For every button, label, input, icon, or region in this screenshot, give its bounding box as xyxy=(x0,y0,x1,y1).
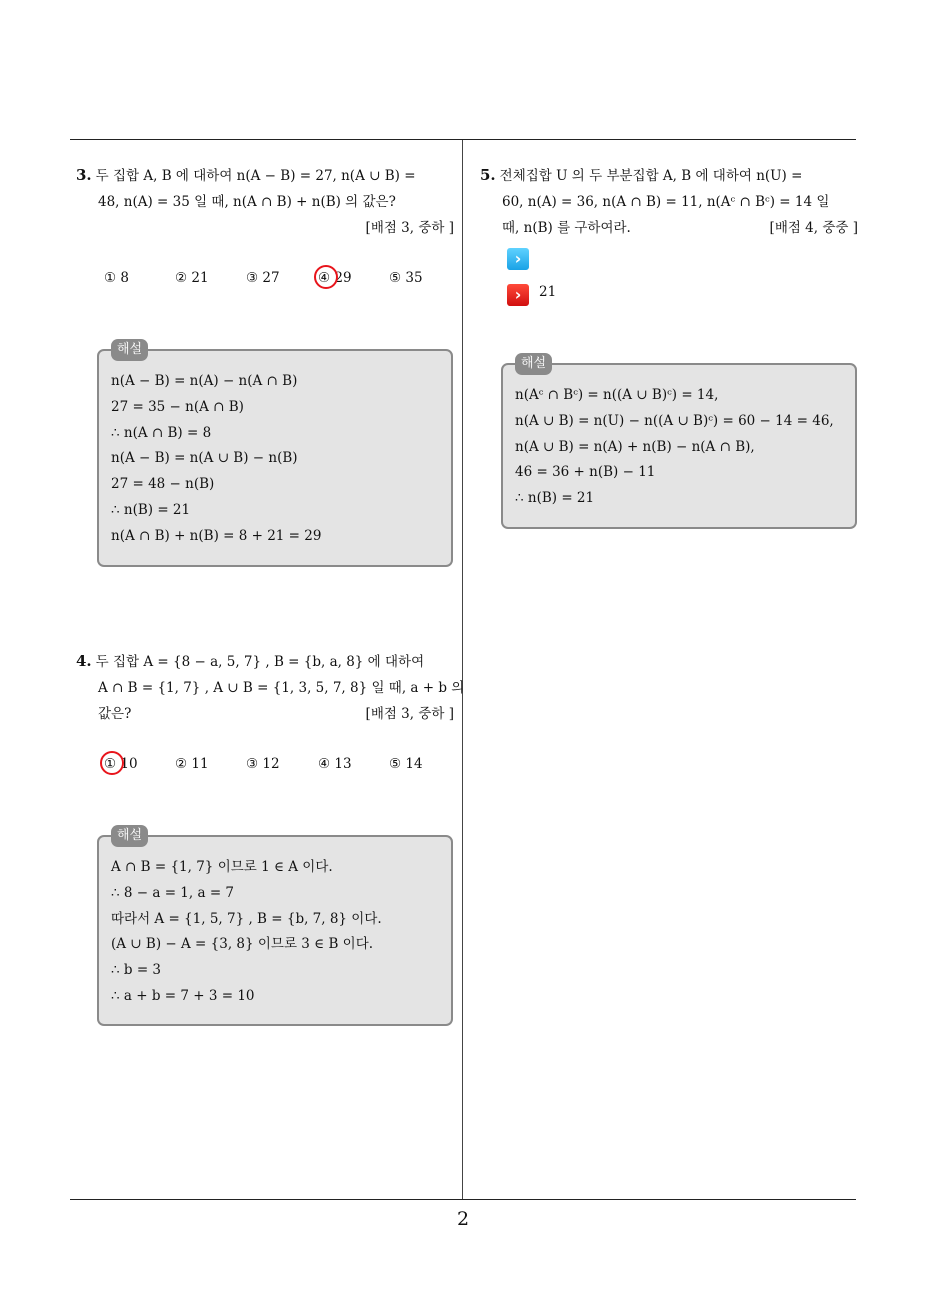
problem-3-question xyxy=(76,162,454,241)
solution-line: A ∩ B = {1, 7} 이므로 1 ∈ A 이다. xyxy=(111,859,333,875)
solution-line: 46 = 36 + n(B) − 11 xyxy=(515,464,656,481)
problem-5-solution-box xyxy=(501,356,857,529)
solution-line: ∴ n(B) = 21 xyxy=(111,501,191,518)
chevron-right-icon: › xyxy=(514,285,522,304)
page-number: 2 xyxy=(456,1208,470,1230)
solution-line: n(A ∪ B) = n(A) + n(B) − n(A ∩ B), xyxy=(515,438,755,455)
solution-line: ∴ n(B) = 21 xyxy=(515,490,595,507)
choice-5[interactable]: ⑤ 14 xyxy=(389,756,423,772)
solution-lines xyxy=(111,369,321,550)
problem-4-line2: A ∩ B = {1, 7} , A ∪ B = {1, 3, 5, 7, 8} 일 때, a + b 의 xyxy=(98,680,465,696)
solution-line: 27 = 35 − n(A ∩ B) xyxy=(111,398,244,415)
problem-3-line2: 48, n(A) = 35 일 때, n(A ∩ B) + n(B) 의 값은? xyxy=(98,194,396,210)
problem-4-solution-box xyxy=(97,828,453,1026)
show-answer-button[interactable] xyxy=(507,248,529,270)
problem-4-question xyxy=(76,648,465,727)
problem-5-grade: [배점 4, 중중 ] xyxy=(769,220,858,236)
problem-3-line1: 두 집합 A, B 에 대하여 n(A − B) = 27, n(A ∪ B) = xyxy=(95,168,416,184)
selected-answer-circle xyxy=(100,751,124,775)
choice-2[interactable]: ② 21 xyxy=(175,270,209,286)
answer-value: 21 xyxy=(539,284,557,300)
top-rule xyxy=(70,139,856,140)
column-divider xyxy=(462,140,463,1200)
problem-4-grade: [배점 3, 중하 ] xyxy=(365,706,454,722)
problem-3-grade: [배점 3, 중하 ] xyxy=(365,220,454,236)
problem-3-number: 3. xyxy=(76,166,92,184)
solution-line: n(A ∩ B) + n(B) = 8 + 21 = 29 xyxy=(111,527,322,544)
solution-lines xyxy=(111,855,382,1010)
problem-5-line2: 60, n(A) = 36, n(A ∩ B) = 11, n(Aᶜ ∩ Bᶜ) = 14 일 xyxy=(502,194,830,210)
problem-4-number: 4. xyxy=(76,652,92,670)
choice-4-selected[interactable]: ④ 29 xyxy=(318,270,352,286)
problem-5-number: 5. xyxy=(480,166,496,184)
problem-5-question xyxy=(480,162,858,241)
choice-1[interactable]: ① 8 xyxy=(104,270,129,286)
choice-3[interactable]: ③ 27 xyxy=(246,270,280,286)
problem-5-line1: 전체집합 U 의 두 부분집합 A, B 에 대하여 n(U) = xyxy=(499,168,803,184)
choice-2[interactable]: ② 11 xyxy=(175,756,209,772)
solution-line: n(Aᶜ ∩ Bᶜ) = n((A ∪ B)ᶜ) = 14, xyxy=(515,387,719,403)
solution-line: n(A ∪ B) = n(U) − n((A ∪ B)ᶜ) = 60 − 14 = 46, xyxy=(515,412,834,429)
problem-4-line3: 값은? xyxy=(98,706,132,722)
solution-line: 27 = 48 − n(B) xyxy=(111,476,215,493)
problem-4-choices xyxy=(104,756,454,776)
solution-line: n(A − B) = n(A) − n(A ∩ B) xyxy=(111,373,298,389)
chevron-right-icon: › xyxy=(514,249,522,268)
choice-5[interactable]: ⑤ 35 xyxy=(389,270,423,286)
solution-tag: 해설 xyxy=(111,339,148,361)
problem-4-line1: 두 집합 A = {8 − a, 5, 7} , B = {b, a, 8} 에 대하여 xyxy=(95,654,425,670)
problem-3-choices xyxy=(104,270,454,290)
solution-line: n(A − B) = n(A ∪ B) − n(B) xyxy=(111,450,298,467)
bottom-rule xyxy=(70,1199,856,1200)
choice-3[interactable]: ③ 12 xyxy=(246,756,280,772)
solution-tag: 해설 xyxy=(111,825,148,847)
problem-5-line3: 때, n(B) 를 구하여라. xyxy=(502,220,631,236)
problem-3-solution-box xyxy=(97,342,453,567)
solution-line: 따라서 A = {1, 5, 7} , B = {b, 7, 8} 이다. xyxy=(111,910,382,927)
solution-line: ∴ b = 3 xyxy=(111,962,162,979)
solution-tag: 해설 xyxy=(515,353,552,375)
choice-1-selected[interactable]: ① 10 xyxy=(104,756,138,772)
answer-button[interactable] xyxy=(507,284,529,306)
solution-lines xyxy=(515,383,834,512)
choice-4[interactable]: ④ 13 xyxy=(318,756,352,772)
solution-line: (A ∪ B) − A = {3, 8} 이므로 3 ∈ B 이다. xyxy=(111,936,374,953)
selected-answer-circle xyxy=(314,265,338,289)
solution-line: ∴ a + b = 7 + 3 = 10 xyxy=(111,987,255,1004)
solution-line: ∴ 8 − a = 1, a = 7 xyxy=(111,884,235,901)
solution-line: ∴ n(A ∩ B) = 8 xyxy=(111,424,212,441)
